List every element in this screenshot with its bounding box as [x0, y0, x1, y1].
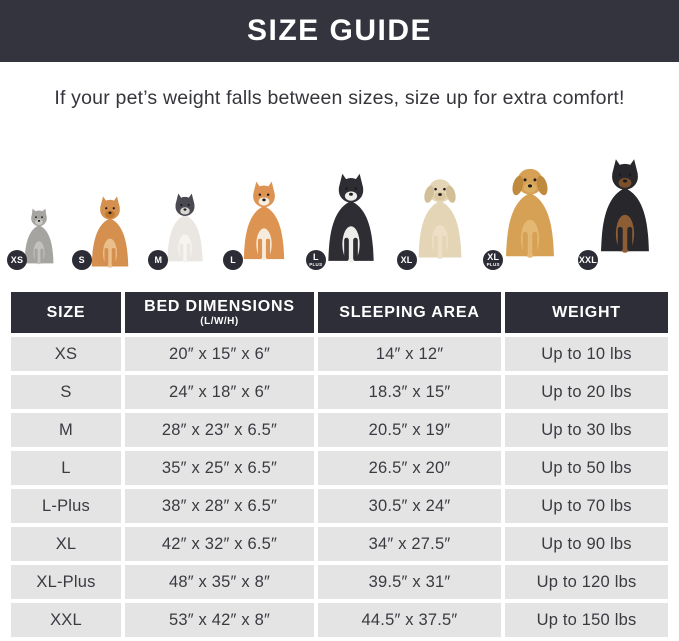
cell-size: L-Plus [11, 489, 121, 523]
cell-sleeping-area: 30.5″ x 24″ [318, 489, 501, 523]
cell-size: XL-Plus [11, 565, 121, 599]
cell-bed-dimensions: 24″ x 18″ x 6″ [125, 375, 314, 409]
pet-size-row [0, 110, 679, 272]
column-header-sleeping-area [318, 292, 501, 333]
border-collie-image [312, 164, 387, 272]
header-banner [0, 0, 679, 62]
column-header-label: SLEEPING AREA [339, 303, 480, 321]
cell-size: S [11, 375, 121, 409]
size-badge-xs [7, 250, 27, 270]
cell-weight: Up to 120 lbs [505, 565, 668, 599]
size-badge-sublabel: PLUS [486, 261, 500, 267]
doberman-image [587, 140, 663, 272]
pet-figure-xs [10, 200, 62, 272]
cell-sleeping-area: 34″ x 27.5″ [318, 527, 501, 561]
size-badge-l-plus [306, 250, 326, 270]
cell-weight: Up to 30 lbs [505, 413, 668, 447]
size-badge-s [72, 250, 92, 270]
column-header-weight [505, 292, 668, 333]
size-badge-label: XS [10, 254, 24, 265]
cell-bed-dimensions: 20″ x 15″ x 6″ [125, 337, 314, 371]
pet-figure-s [78, 192, 139, 272]
pet-figure-l-plus [309, 164, 387, 272]
pet-figure-xl [400, 162, 474, 272]
pet-figure-m [154, 184, 213, 272]
cell-bed-dimensions: 48″ x 35″ x 8″ [125, 565, 314, 599]
size-badge-label: M [154, 254, 163, 265]
pet-figure-xl-plus [486, 150, 568, 272]
column-header-label: SIZE [46, 303, 86, 321]
subtitle: If your pet’s weight falls between sizes, size up for extra comfort! [54, 87, 625, 109]
size-badge-l [223, 250, 243, 270]
size-badge-label: L [312, 251, 319, 262]
cell-size: XXL [11, 603, 121, 637]
cell-weight: Up to 70 lbs [505, 489, 668, 523]
cell-size: XS [11, 337, 121, 371]
column-header-label: WEIGHT [552, 303, 621, 321]
cell-weight: Up to 90 lbs [505, 527, 668, 561]
size-badge-label: XXL [578, 254, 597, 265]
cell-sleeping-area: 14″ x 12″ [318, 337, 501, 371]
size-badge-label: L [230, 254, 236, 265]
cell-size: M [11, 413, 121, 447]
cell-bed-dimensions: 28″ x 23″ x 6.5″ [125, 413, 314, 447]
pet-figure-l [232, 170, 296, 272]
size-badge-xxl [578, 250, 598, 270]
cell-sleeping-area: 20.5″ x 19″ [318, 413, 501, 447]
cell-bed-dimensions: 35″ x 25″ x 6.5″ [125, 451, 314, 485]
column-header-bed-dimensions [125, 292, 314, 333]
size-badge-label: XL [400, 254, 413, 265]
pet-figure-xxl [578, 140, 663, 272]
page-title: SIZE GUIDE [246, 14, 433, 47]
cell-size: L [11, 451, 121, 485]
cell-weight: Up to 50 lbs [505, 451, 668, 485]
cell-sleeping-area: 26.5″ x 20″ [318, 451, 501, 485]
cell-bed-dimensions: 42″ x 32″ x 6.5″ [125, 527, 314, 561]
column-header-sublabel: (L/W/H) [200, 316, 239, 327]
size-badge-xl [397, 250, 417, 270]
cell-weight: Up to 150 lbs [505, 603, 668, 637]
cell-size: XL [11, 527, 121, 561]
cell-sleeping-area: 39.5″ x 31″ [318, 565, 501, 599]
size-badge-sublabel: PLUS [309, 261, 323, 267]
cell-bed-dimensions: 53″ x 42″ x 8″ [125, 603, 314, 637]
cell-weight: Up to 20 lbs [505, 375, 668, 409]
size-badge-label: S [78, 254, 85, 265]
column-header-label: BED DIMENSIONS [144, 298, 295, 315]
cell-bed-dimensions: 38″ x 28″ x 6.5″ [125, 489, 314, 523]
size-badge-label: XL [487, 251, 500, 262]
golden-retriever-image [492, 150, 568, 272]
cell-weight: Up to 10 lbs [505, 337, 668, 371]
column-header-size [11, 292, 121, 333]
cell-sleeping-area: 44.5″ x 37.5″ [318, 603, 501, 637]
cell-sleeping-area: 18.3″ x 15″ [318, 375, 501, 409]
size-table [11, 292, 668, 637]
